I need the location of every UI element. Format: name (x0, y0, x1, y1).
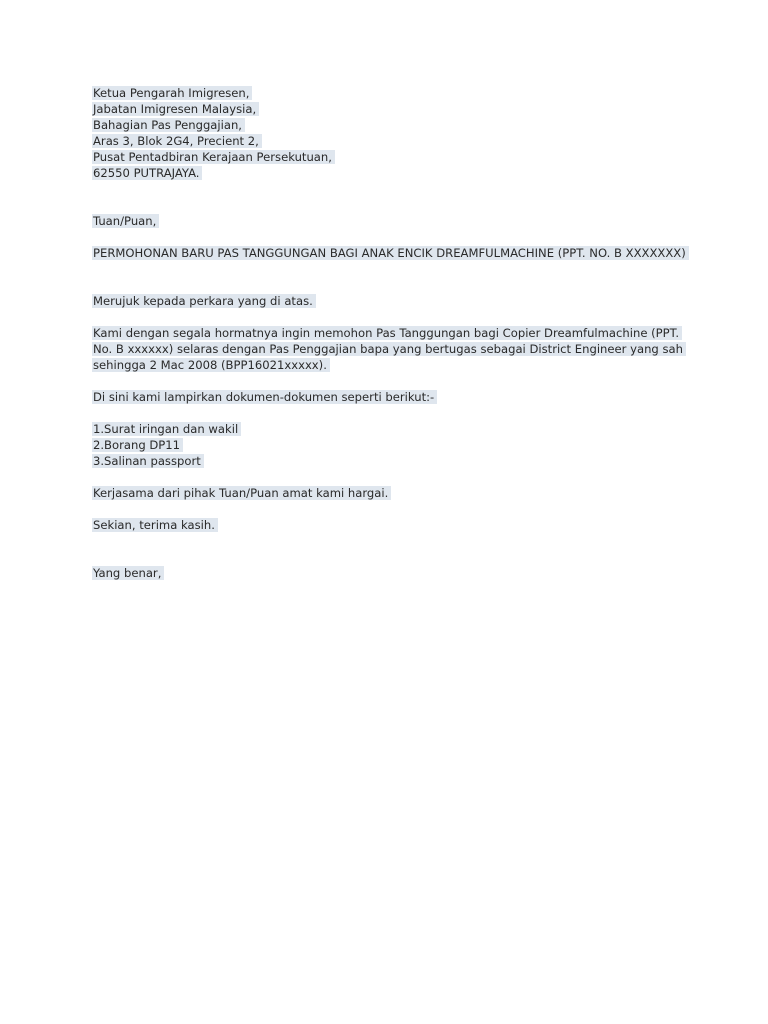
recipient-line-text: Jabatan Imigresen Malaysia, (92, 102, 259, 116)
recipient-line (92, 101, 692, 117)
recipient-line-text: Aras 3, Blok 2G4, Precient 2, (92, 134, 262, 148)
letter-body (92, 85, 692, 581)
spacer (92, 261, 692, 293)
body-line (92, 325, 692, 341)
spacer (92, 469, 692, 485)
spacer (92, 229, 692, 245)
appreciation-text: Kerjasama dari pihak Tuan/Puan amat kami hargai. (92, 486, 391, 500)
spacer (92, 373, 692, 389)
attachments-intro (92, 389, 692, 405)
recipient-line-text: Bahagian Pas Penggajian, (92, 118, 245, 132)
closing-line (92, 565, 692, 581)
list-item (92, 453, 692, 469)
closing-text: Yang benar, (92, 566, 164, 580)
body-paragraph (92, 325, 692, 373)
recipient-line (92, 133, 692, 149)
recipient-line-text: Pusat Pentadbiran Kerajaan Persekutuan, (92, 150, 335, 164)
spacer (92, 181, 692, 213)
body-line (92, 357, 692, 373)
spacer (92, 533, 692, 565)
recipient-line-text: 62550 PUTRAJAYA. (92, 166, 202, 180)
list-item-text: 3.Salinan passport (92, 454, 204, 468)
spacer (92, 309, 692, 325)
recipient-line (92, 117, 692, 133)
spacer (92, 501, 692, 517)
thanks-text: Sekian, terima kasih. (92, 518, 218, 532)
attachments-list (92, 421, 692, 469)
body-line-text: sehingga 2 Mac 2008 (BPP16021xxxxx). (92, 358, 330, 372)
body-line (92, 341, 692, 357)
list-item (92, 437, 692, 453)
body-line-text: No. B xxxxxx) selaras dengan Pas Penggajian bapa yang bertugas sebagai District Engineer yang sah (92, 342, 686, 356)
recipient-line (92, 85, 692, 101)
spacer (92, 405, 692, 421)
attachments-intro-text: Di sini kami lampirkan dokumen-dokumen seperti berikut:- (92, 390, 437, 404)
appreciation-line (92, 485, 692, 501)
body-line-text: Kami dengan segala hormatnya ingin memohon Pas Tanggungan bagi Copier Dreamfulmachine (PPT. (92, 326, 682, 340)
list-item-text: 1.Surat iringan dan wakil (92, 422, 241, 436)
salutation-text: Tuan/Puan, (92, 214, 159, 228)
list-item-text: 2.Borang DP11 (92, 438, 183, 452)
reference-text: Merujuk kepada perkara yang di atas. (92, 294, 316, 308)
salutation (92, 213, 692, 229)
thanks-line (92, 517, 692, 533)
recipient-line-text: Ketua Pengarah Imigresen, (92, 86, 252, 100)
reference-line (92, 293, 692, 309)
recipient-address (92, 85, 692, 181)
recipient-line (92, 165, 692, 181)
subject-text: PERMOHONAN BARU PAS TANGGUNGAN BAGI ANAK ENCIK DREAMFULMACHINE (PPT. NO. B XXXXXXX) (92, 246, 689, 260)
list-item (92, 421, 692, 437)
recipient-line (92, 149, 692, 165)
subject-line (92, 245, 692, 261)
